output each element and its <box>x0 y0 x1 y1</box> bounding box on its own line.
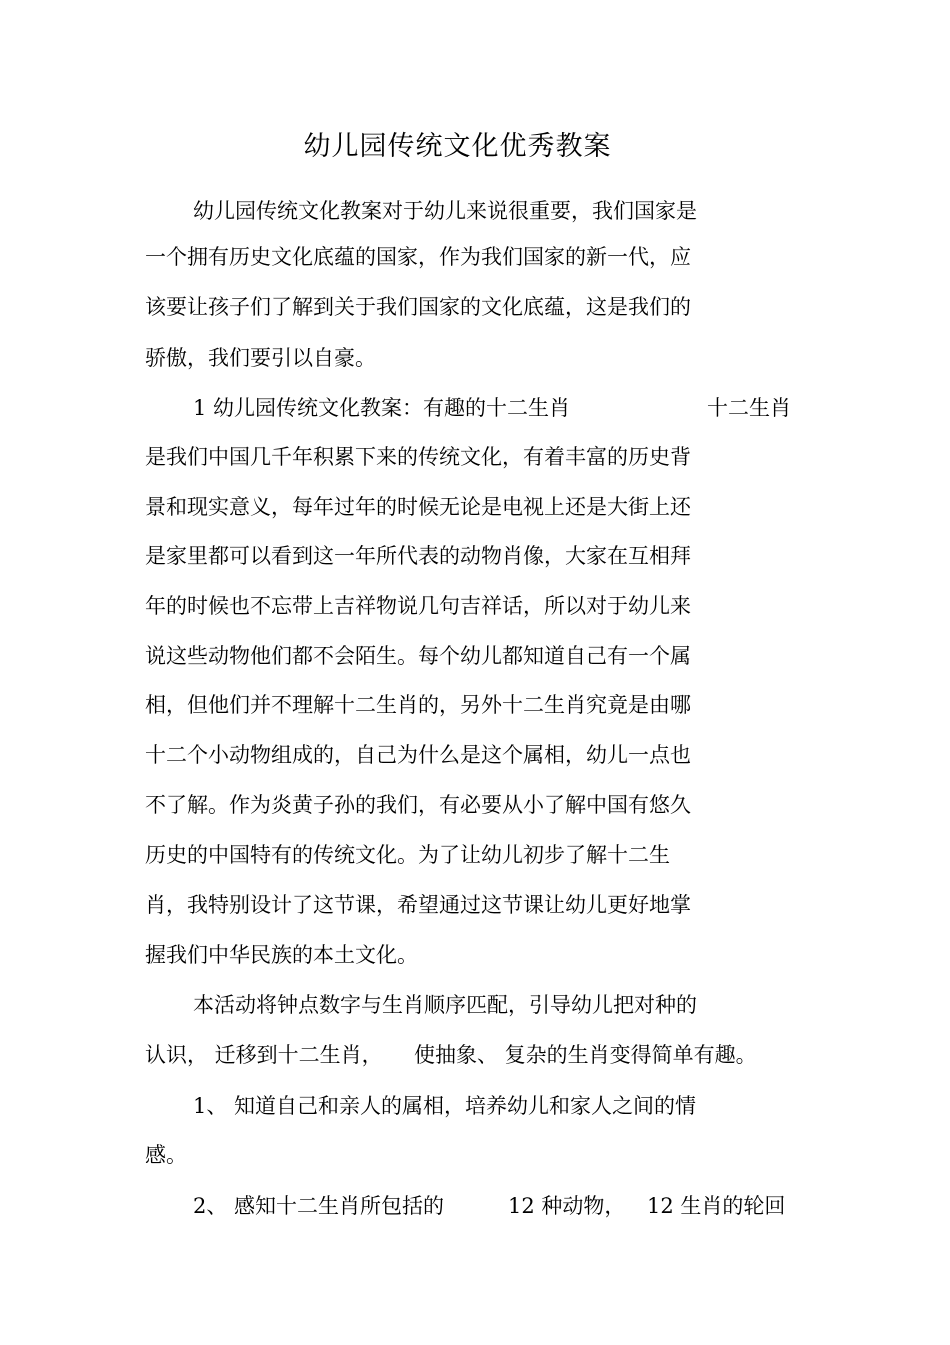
paragraph-line: 是家里都可以看到这一年所代表的动物肖像，大家在互相拜 <box>145 544 691 568</box>
paragraph-line: 景和现实意义，每年过年的时候无论是电视上还是大街上还 <box>145 495 691 519</box>
paragraph-line: 说这些动物他们都不会陌生。每个幼儿都知道自己有一个属 <box>145 644 691 668</box>
paragraph-line: 历史的中国特有的传统文化。为了让幼儿初步了解十二生 <box>145 843 670 867</box>
section-heading-tail: 十二生肖 <box>707 396 791 420</box>
paragraph-line: 认识， 迁移到十二生肖， <box>145 1043 383 1067</box>
paragraph-line: 一个拥有历史文化底蕴的国家，作为我们国家的新一代，应 <box>145 245 691 269</box>
paragraph-line: 相，但他们并不理解十二生肖的，另外十二生肖究竟是由哪 <box>145 693 691 717</box>
paragraph-line: 不了解。作为炎黄子孙的我们，有必要从小了解中国有悠久 <box>145 793 691 817</box>
paragraph-line: 肖，我特别设计了这节课，希望通过这节课让幼儿更好地掌 <box>145 893 691 917</box>
paragraph-line: 本活动将钟点数字与生肖顺序匹配，引导幼儿把对种的 <box>193 993 697 1017</box>
paragraph-line: 年的时候也不忘带上吉祥物说几句吉祥话，所以对于幼儿来 <box>145 594 691 618</box>
paragraph-line: 骄傲，我们要引以自豪。 <box>145 346 376 370</box>
list-item-2: 2、 感知十二生肖所包括的 <box>193 1194 445 1218</box>
paragraph-line: 握我们中华民族的本土文化。 <box>145 943 418 967</box>
paragraph-line: 该要让孩子们了解到关于我们国家的文化底蕴，这是我们的 <box>145 295 691 319</box>
list-item-2-part: 12 种动物， <box>508 1194 626 1218</box>
paragraph-line: 是我们中国几千年积累下来的传统文化，有着丰富的历史背 <box>145 445 691 469</box>
section-heading: 1 幼儿园传统文化教案：有趣的十二生肖 <box>193 396 571 420</box>
paragraph-line: 十二个小动物组成的，自己为什么是这个属相，幼儿一点也 <box>145 743 691 767</box>
paragraph-line: 幼儿园传统文化教案对于幼儿来说很重要，我们国家是 <box>193 199 697 223</box>
list-item-1: 1、 知道自己和亲人的属相，培养幼儿和家人之间的情 <box>193 1094 697 1118</box>
paragraph-line-tail: 使抽象、 复杂的生肖变得简单有趣。 <box>414 1043 757 1067</box>
document-title: 幼儿园传统文化优秀教案 <box>303 131 612 162</box>
list-item-2-tail: 12 生肖的轮回 <box>647 1194 786 1218</box>
list-item-1-continuation: 感。 <box>145 1143 187 1167</box>
